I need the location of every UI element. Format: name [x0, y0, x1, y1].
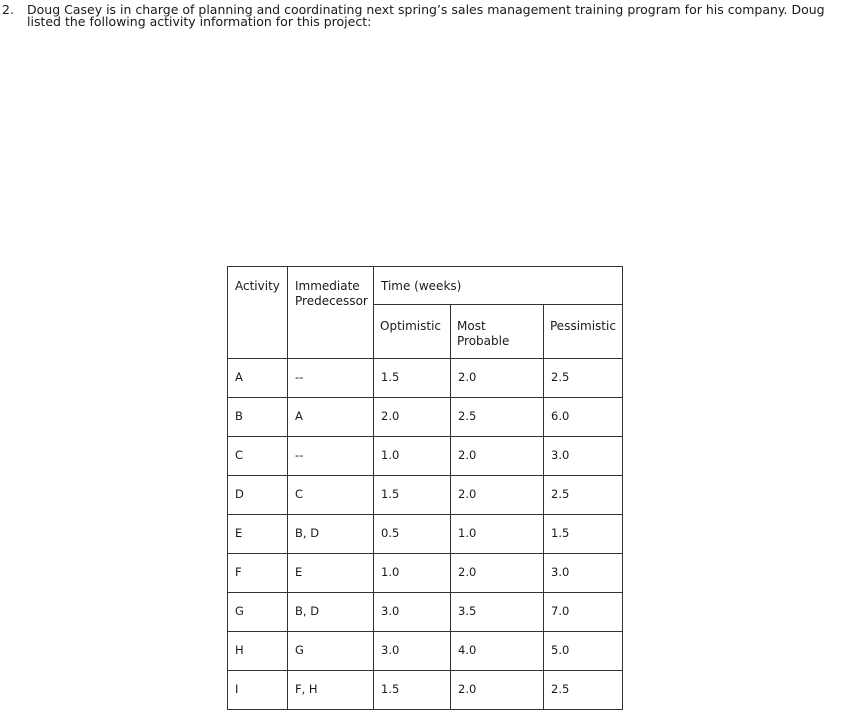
- cell-optimistic: 3.0: [374, 632, 451, 671]
- cell-predecessor: --: [288, 437, 374, 476]
- cell-activity: E: [228, 515, 288, 554]
- question-text: [2, 2, 853, 29]
- cell-most-probable: 2.0: [451, 437, 544, 476]
- header-pessimistic: Pessimistic: [544, 305, 623, 359]
- cell-activity: I: [228, 671, 288, 710]
- cell-predecessor: B, D: [288, 593, 374, 632]
- cell-most-probable: 3.5: [451, 593, 544, 632]
- header-time-weeks: Time (weeks): [374, 267, 623, 305]
- cell-pessimistic: 3.0: [544, 437, 623, 476]
- cell-activity: F: [228, 554, 288, 593]
- table-row: [228, 593, 623, 632]
- table-row: [228, 359, 623, 398]
- cell-most-probable: 2.5: [451, 398, 544, 437]
- cell-predecessor: E: [288, 554, 374, 593]
- header-most-probable: Most Probable: [451, 305, 544, 359]
- cell-optimistic: 1.5: [374, 671, 451, 710]
- table-row: [228, 671, 623, 710]
- cell-activity: H: [228, 632, 288, 671]
- cell-pessimistic: 3.0: [544, 554, 623, 593]
- cell-pessimistic: 1.5: [544, 515, 623, 554]
- cell-activity: B: [228, 398, 288, 437]
- cell-optimistic: 2.0: [374, 398, 451, 437]
- header-activity: Activity: [228, 267, 288, 359]
- cell-optimistic: 3.0: [374, 593, 451, 632]
- cell-pessimistic: 2.5: [544, 476, 623, 515]
- cell-predecessor: F, H: [288, 671, 374, 710]
- cell-optimistic: 1.0: [374, 554, 451, 593]
- cell-most-probable: 2.0: [451, 476, 544, 515]
- cell-activity: C: [228, 437, 288, 476]
- table-row: [228, 398, 623, 437]
- cell-predecessor: A: [288, 398, 374, 437]
- cell-pessimistic: 7.0: [544, 593, 623, 632]
- cell-predecessor: C: [288, 476, 374, 515]
- cell-predecessor: G: [288, 632, 374, 671]
- table-row: [228, 437, 623, 476]
- cell-predecessor: --: [288, 359, 374, 398]
- question-body: Doug Casey is in charge of planning and coordinating next spring’s sales management training program for his company. Doug listed the following activity information for this project:: [27, 2, 825, 29]
- activity-table: [227, 266, 623, 710]
- table-row: [228, 476, 623, 515]
- cell-pessimistic: 2.5: [544, 359, 623, 398]
- cell-most-probable: 2.0: [451, 359, 544, 398]
- cell-most-probable: 1.0: [451, 515, 544, 554]
- cell-activity: A: [228, 359, 288, 398]
- cell-pessimistic: 6.0: [544, 398, 623, 437]
- cell-pessimistic: 5.0: [544, 632, 623, 671]
- cell-pessimistic: 2.5: [544, 671, 623, 710]
- cell-most-probable: 4.0: [451, 632, 544, 671]
- cell-predecessor: B, D: [288, 515, 374, 554]
- header-optimistic: Optimistic: [374, 305, 451, 359]
- table-row: [228, 515, 623, 554]
- table-row: [228, 554, 623, 593]
- cell-activity: D: [228, 476, 288, 515]
- cell-optimistic: 1.0: [374, 437, 451, 476]
- cell-optimistic: 0.5: [374, 515, 451, 554]
- header-immediate-predecessor: Immediate Predecessor: [288, 267, 374, 359]
- cell-most-probable: 2.0: [451, 671, 544, 710]
- table-header-row: [228, 267, 623, 305]
- cell-most-probable: 2.0: [451, 554, 544, 593]
- cell-optimistic: 1.5: [374, 476, 451, 515]
- cell-optimistic: 1.5: [374, 359, 451, 398]
- question-number: 2.: [2, 2, 14, 17]
- cell-activity: G: [228, 593, 288, 632]
- table-row: [228, 632, 623, 671]
